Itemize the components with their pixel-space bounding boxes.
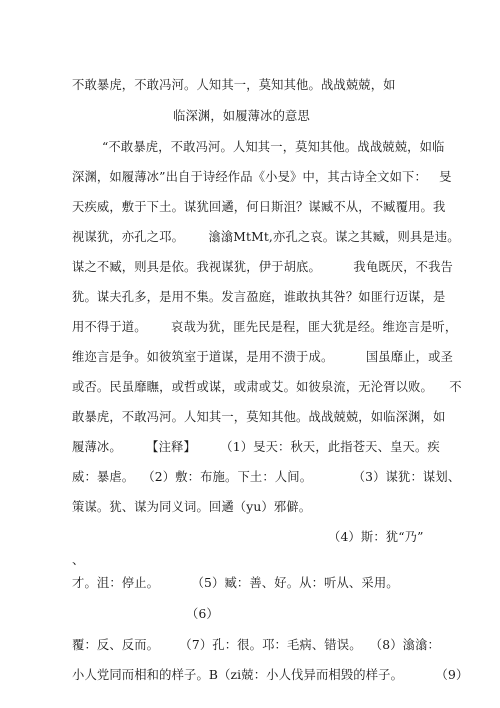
body-line-3: 天疾威，敷于下土。谋犹回遹，何日斯沮？谋臧不从，不臧覆用。我 [72,200,446,214]
body-line-6: 犹。谋夫孔多，是用不集。发言盈庭，谁敢执其咎？如匪行迈谋，是 [72,290,446,304]
body-line-11: 履薄冰。 【注释】 （1）旻天：秋天，此指苍天、皇天。疾 [72,440,440,454]
body-line-13: 策谋。犹、谋为同义词。回遹（yu）邪僻。 [72,500,312,514]
body-line-4: 视谋犹，亦孔之邛。 潝潝MtMt,亦孔之哀。谋之其臧，则具是违。 [72,230,460,244]
body-line-8: 维迩言是争。如彼筑室于道谋，是用不溃于成。 国虽靡止，或圣 [72,350,453,364]
note-6-line: （6） [186,607,219,621]
comma-line: 、 [72,553,85,567]
note-4-line: （4）斯：犹“乃” [328,530,424,544]
body-line-5: 谋之不臧，则具是依。我视谋犹，伊于胡底。 我龟既厌，不我告 [72,260,453,274]
body-line-9: 或否。民虽靡瞴，或哲或谋，或肃或艾。如彼泉流，无沦胥以败。 不 [72,380,462,394]
body-line-1: “不敢暴虎，不敢冯河。人知其一，莫知其他。战战兢兢，如临 [102,140,445,154]
body-line-7: 用不得于道。 哀哉为犹，匪先民是程，匪大犹是经。维迩言是听， [72,320,458,334]
note-5-line: 才。沮：停止。 （5）臧：善、好。从：听从、采用。 [72,576,399,590]
body-line-12: 威：暴虐。 （2）敷：布施。下土：人间。 （3）谋犹：谋划、 [72,470,461,484]
note-9-line: 小人党同而相和的样子。B（zi兢：小人伐异而相毁的样子。 （9） [72,668,469,682]
header-line: 不敢暴虎，不敢冯河。人知其一，莫知其他。战战兢兢，如 [72,78,396,92]
note-7-8-line: 覆：反、反而。 （7）孔：很。邛：毛病、错误。 （8）潝潝： [72,638,440,652]
body-line-10: 敢暴虎，不敢冯河。人知其一，莫知其他。战战兢兢，如临深渊，如 [72,410,446,424]
page-title: 临深渊，如履薄冰的意思 [173,109,310,123]
body-line-2: 深渊，如履薄冰”出自于诗经作品《小旻》中，其古诗全文如下： 旻 [72,170,452,184]
